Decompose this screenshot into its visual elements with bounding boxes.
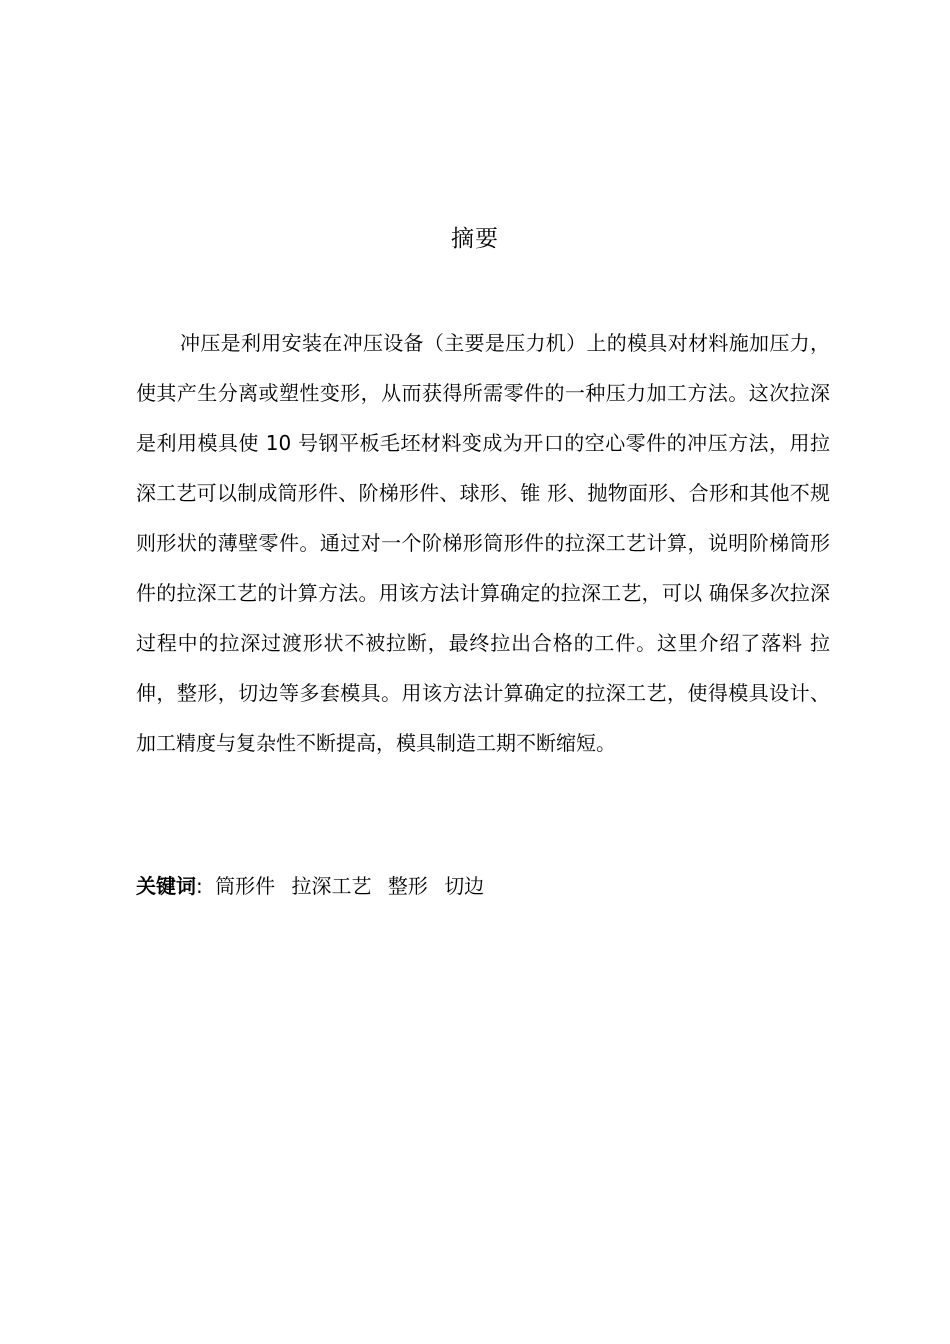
page-title: 摘要 [451, 226, 499, 252]
abstract-paragraph: 冲压是利用安装在冲压设备（主要是压力机）上的模具对材料施加压力，使其产生分离或塑性变形，从而获得所需零件的一种压力加工方法。这次拉深是利用模具使 10 号钢平板毛坯材料变成为开口的空心零件的冲压方法，用拉深工艺可以制成筒形件、阶梯形件、球形、锥 形、抛物面形、合形和其他不规则形状的薄壁零件。通过对一个阶梯形筒形件的拉深工艺计算，说明阶梯筒形件的拉深工艺的计算方法。用该方法计算确定的拉深工艺，可以 确保多次拉深过程中的拉深过渡形状不被拉断，最终拉出合格的工件。这里介绍了落料 拉伸，整形，切边等多套模具。用该方法计算确定的拉深工艺，使得模具设计、 加工精度与复杂性不断提高，模具制造工期不断缩短。 [136, 331, 830, 755]
keywords-line [136, 866, 494, 906]
keyword-item: 筒形件 [215, 874, 276, 898]
keywords-separator: : [196, 874, 203, 898]
keyword-item: 切边 [444, 874, 485, 898]
keyword-item: 整形 [387, 874, 428, 898]
keyword-item: 拉深工艺 [291, 874, 372, 898]
keywords-label: 关键词 [136, 874, 196, 898]
